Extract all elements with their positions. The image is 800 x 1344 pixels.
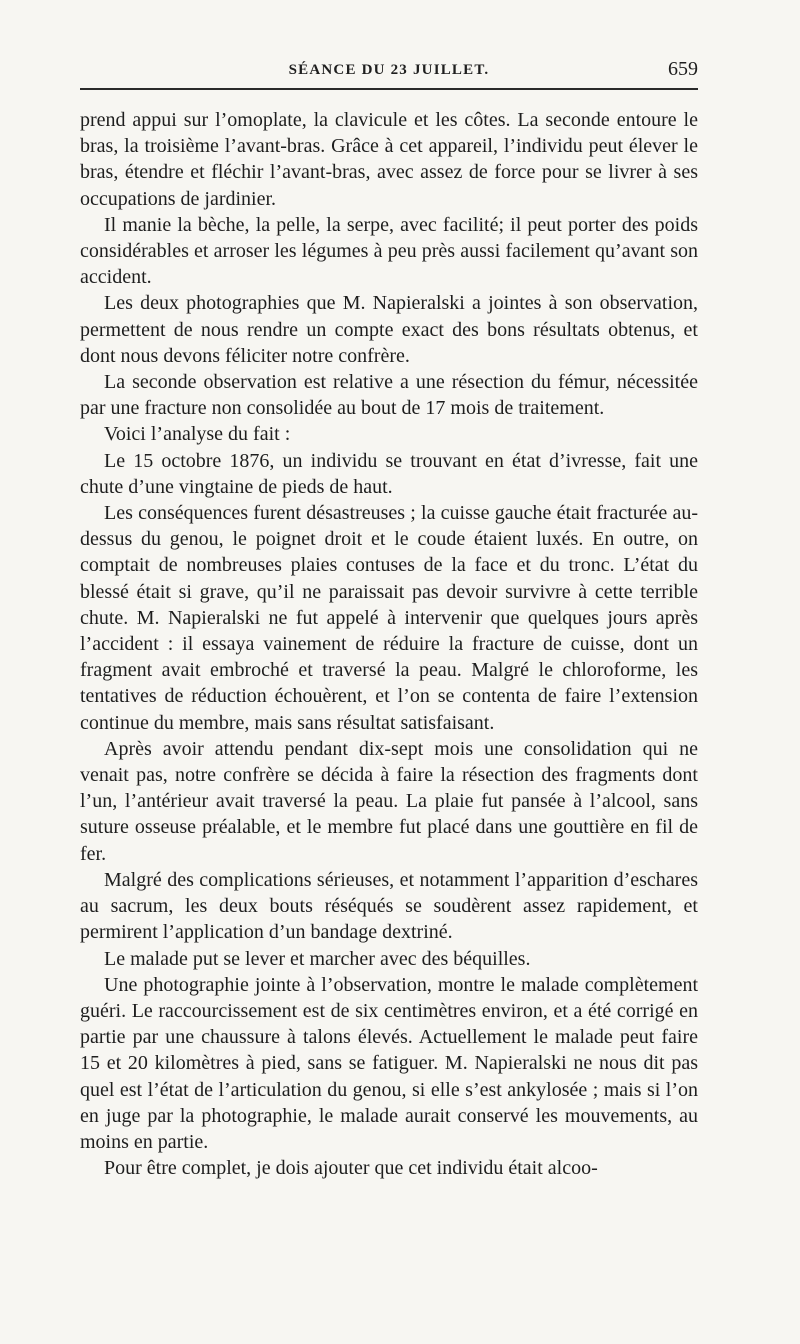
paragraph-10: Le malade put se lever et marcher avec des béquilles. — [104, 947, 531, 970]
paragraph-8: Après avoir attendu pendant dix-sept mois une consolidation qui ne venait pas, notre confrère se décida à faire la résection des fragments dont l’un, l’antérieur avait traversé la peau. La plaie fut pansée à l’alcool, sans suture osseuse préalable, et le membre fut placé dans une gouttière en fil de fer. — [80, 737, 698, 865]
body-text — [80, 107, 698, 1181]
paragraph-7: Les conséquences furent désastreuses ; la cuisse gauche était fracturée au-dessus du genou, le poignet droit et le coude étaient luxés. En outre, on comptait de nombreuses plaies contuses de la face et du tronc. L’état du blessé était si grave, qu’il ne paraissait pas devoir survivre à cette terrible chute. M. Napieralski ne fut appelé à intervenir que quelques jours après l’accident : il essaya vainement de réduire la fracture de cuisse, dont un fragment avait embroché et traversé la peau. Malgré le chloroforme, les tentatives de réduction échouèrent, et l’on se contenta de faire l’extension continue du membre, mais sans résultat satisfaisant. — [80, 502, 698, 734]
paragraph-9: Malgré des complications sérieuses, et notamment l’apparition d’eschares au sacrum, les deux bouts réséqués se soudèrent assez rapidement, et permirent l’application d’un bandage dextriné. — [80, 868, 698, 944]
paragraph-1: prend appui sur l’omoplate, la clavicule et les côtes. La seconde entoure le bras, la troisième l’avant-bras. Grâce à cet appareil, l’individu peut élever le bras, étendre et fléchir l’avant-bras, avec assez de force pour se livrer à ses occupations de jardinier. — [80, 109, 698, 210]
paragraph-2: Il manie la bèche, la pelle, la serpe, avec facilité; il peut porter des poids considérables et arroser les légumes à peu près aussi facilement qu’avant son accident. — [80, 213, 698, 289]
paragraph-3: Les deux photographies que M. Napieralski a jointes à son observation, permettent de nous rendre un compte exact des bons résultats obtenus, et dont nous devons féliciter notre confrère. — [80, 292, 698, 367]
paragraph-12: Pour être complet, je dois ajouter que cet individu était alcoo- — [104, 1157, 598, 1180]
paragraph-4: La seconde observation est relative a une résection du fémur, nécessitée par une fracture non consolidée au bout de 17 mois de traitement. — [80, 371, 698, 420]
header-rule — [80, 88, 698, 90]
running-head — [80, 56, 698, 88]
page-number: 659 — [668, 58, 698, 80]
book-page — [80, 56, 698, 1181]
paragraph-6: Le 15 octobre 1876, un individu se trouvant en état d’ivresse, fait une chute d’une vingtaine de pieds de haut. — [80, 449, 698, 498]
paragraph-11: Une photographie jointe à l’observation, montre le malade complètement guéri. Le raccourcissement est de six centimètres environ, et a été corrigé en partie par une chaussure à talons élevés. Actuellement le malade peut faire 15 et 20 kilomètres à pied, sans se fatiguer. M. Napieralski ne nous dit pas quel est l’état de l’articulation du genou, si elle s’est ankylosée ; mais si l’on en juge par la photographie, le malade aurait conservé les mouvements, au moins en partie. — [80, 973, 698, 1153]
running-head-title: SÉANCE DU 23 JUILLET. — [288, 62, 490, 78]
paragraph-5: Voici l’analyse du fait : — [104, 423, 291, 446]
